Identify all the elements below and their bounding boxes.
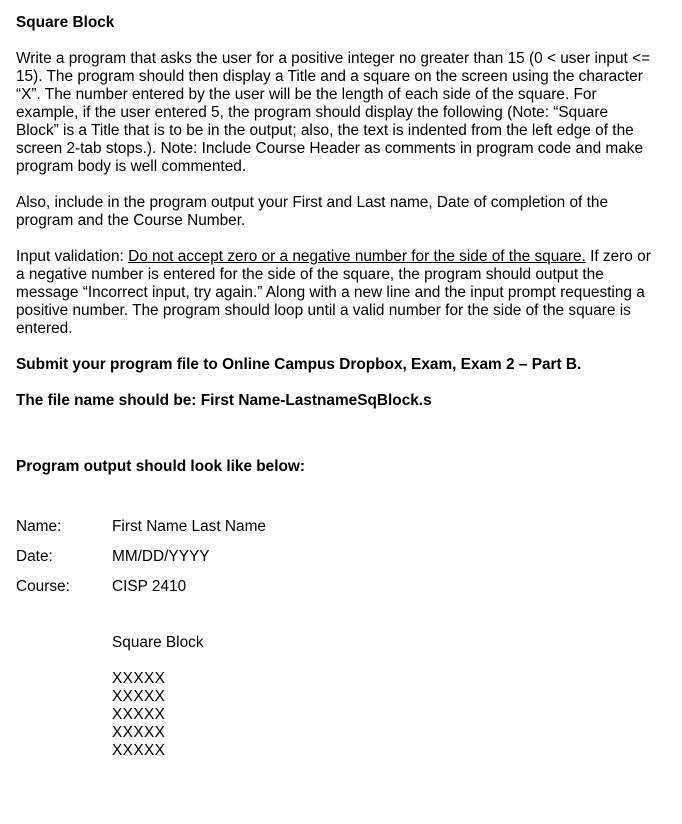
- course-label: Course:: [16, 578, 70, 595]
- document-page: [16, 14, 652, 760]
- input-validation-paragraph: [16, 248, 652, 338]
- info-row-date: [16, 548, 652, 566]
- filename-instruction: The file name should be: First Name-LastnameSqBlock.s: [16, 392, 432, 409]
- square-block: [16, 670, 652, 760]
- date-value: MM/DD/YYYY: [112, 548, 210, 565]
- info-row-name: [16, 518, 652, 536]
- date-label: Date:: [16, 548, 53, 565]
- input-validation-details: If zero or a negative number is entered for the side of the square, the program should output the message “Incorrect input, try again.” Along with a new line and the input prompt requesting a positive number. The program should loop until a valid number for the side of the square is entered.: [16, 248, 651, 337]
- instructions-paragraph: Write a program that asks the user for a positive integer no greater than 15 (0 < user input <= 15). The program should then display a Title and a square on the screen using the character “X”. The number entered by the user will be the length of each side of the square. For example, if the user entered 5, the program should display the following (Note: “Square Block” is a Title that is to be in the output; also, the text is indented from the left edge of the screen 2-tab stops.). Note: Include Course Header as comments in program code and make program body is well commented.: [16, 50, 651, 175]
- input-validation-rule: Do not accept zero or a negative number for the side of the square.: [128, 248, 586, 265]
- info-row-course: [16, 578, 652, 596]
- square-row: XXXXX: [112, 706, 166, 723]
- square-row: XXXXX: [112, 688, 166, 705]
- output-requirements-paragraph: Also, include in the program output your First and Last name, Date of completion of the program and the Course Number.: [16, 194, 609, 229]
- output-heading: Program output should look like below:: [16, 458, 306, 475]
- sample-output-info: [16, 518, 652, 596]
- document-title: Square Block: [16, 14, 115, 31]
- name-value: First Name Last Name: [112, 518, 266, 535]
- course-value: CISP 2410: [112, 578, 187, 595]
- square-row: XXXXX: [112, 724, 166, 741]
- square-title: Square Block: [112, 634, 204, 651]
- submit-instruction: Submit your program file to Online Campus Dropbox, Exam, Exam 2 – Part B.: [16, 356, 582, 373]
- name-label: Name:: [16, 518, 62, 535]
- square-row: XXXXX: [112, 670, 166, 687]
- input-validation-lead: Input validation:: [16, 248, 129, 265]
- square-row: XXXXX: [112, 742, 166, 759]
